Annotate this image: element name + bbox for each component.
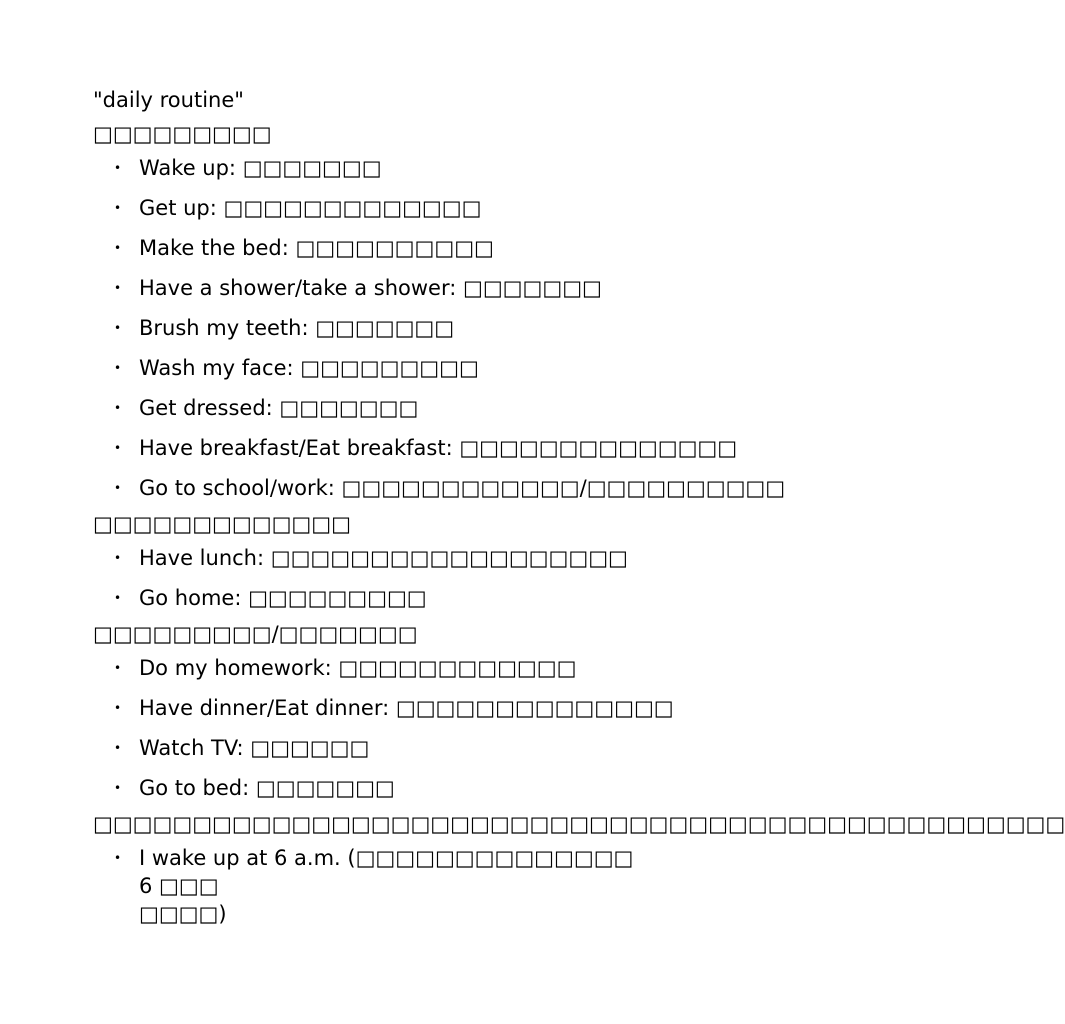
section-heading-examples: □□□□□□□□□□□□□□□□□□□□□□□□□□□□□□□□□□□□□□□□□□□□□□□□□ [93,812,1065,836]
document-title: "daily routine" [93,88,244,112]
bullet-icon: • [114,361,122,375]
bullet-icon: • [114,281,122,295]
list-item: • Go to bed: □□□□□□□ [114,776,395,800]
bullet-icon: • [114,551,122,565]
bullet-icon: • [114,741,122,755]
list-item: • Have a shower/take a shower: □□□□□□□ [114,276,602,300]
section-heading-morning: □□□□□□□□□ [93,122,272,146]
morning-routine-list [93,154,786,502]
list-item: • Get up: □□□□□□□□□□□□□ [114,196,482,220]
list-item: • Do my homework: □□□□□□□□□□□□ [114,656,577,680]
list-item: • Have breakfast/Eat breakfast: □□□□□□□□□□□□□□ [114,436,738,460]
list-item: • I wake up at 6 a.m. (□□□□□□□□□□□□□□ 6 □□□ □□□□) [114,846,634,926]
bullet-icon: • [114,441,122,455]
list-item: • Have lunch: □□□□□□□□□□□□□□□□□□ [114,546,628,570]
list-item: • Go home: □□□□□□□□□ [114,586,427,610]
bullet-icon: • [114,161,122,175]
list-item: • Make the bed: □□□□□□□□□□ [114,236,494,260]
bullet-icon: • [114,241,122,255]
bullet-icon: • [114,781,122,795]
bullet-icon: • [114,661,122,675]
section-heading-afternoon: □□□□□□□□□□□□□ [93,512,351,536]
list-item: • Watch TV: □□□□□□ [114,736,370,760]
document-body [93,86,1065,936]
section-heading-evening: □□□□□□□□□/□□□□□□□ [93,622,418,646]
bullet-icon: • [114,701,122,715]
list-item: • Wash my face: □□□□□□□□□ [114,356,479,380]
evening-routine-list [93,654,674,802]
list-item: • Wake up: □□□□□□□ [114,156,382,180]
bullet-icon: • [114,851,122,865]
afternoon-routine-list [93,544,653,612]
bullet-icon: • [114,401,122,415]
list-item: • Brush my teeth: □□□□□□□ [114,316,455,340]
list-item: • Get dressed: □□□□□□□ [114,396,419,420]
example-sentences-list [93,844,653,928]
list-item: • Go to school/work: □□□□□□□□□□□□/□□□□□□□□□□ [114,476,786,500]
bullet-icon: • [114,481,122,495]
bullet-icon: • [114,201,122,215]
bullet-icon: • [114,321,122,335]
bullet-icon: • [114,591,122,605]
list-item: • Have dinner/Eat dinner: □□□□□□□□□□□□□□ [114,696,674,720]
